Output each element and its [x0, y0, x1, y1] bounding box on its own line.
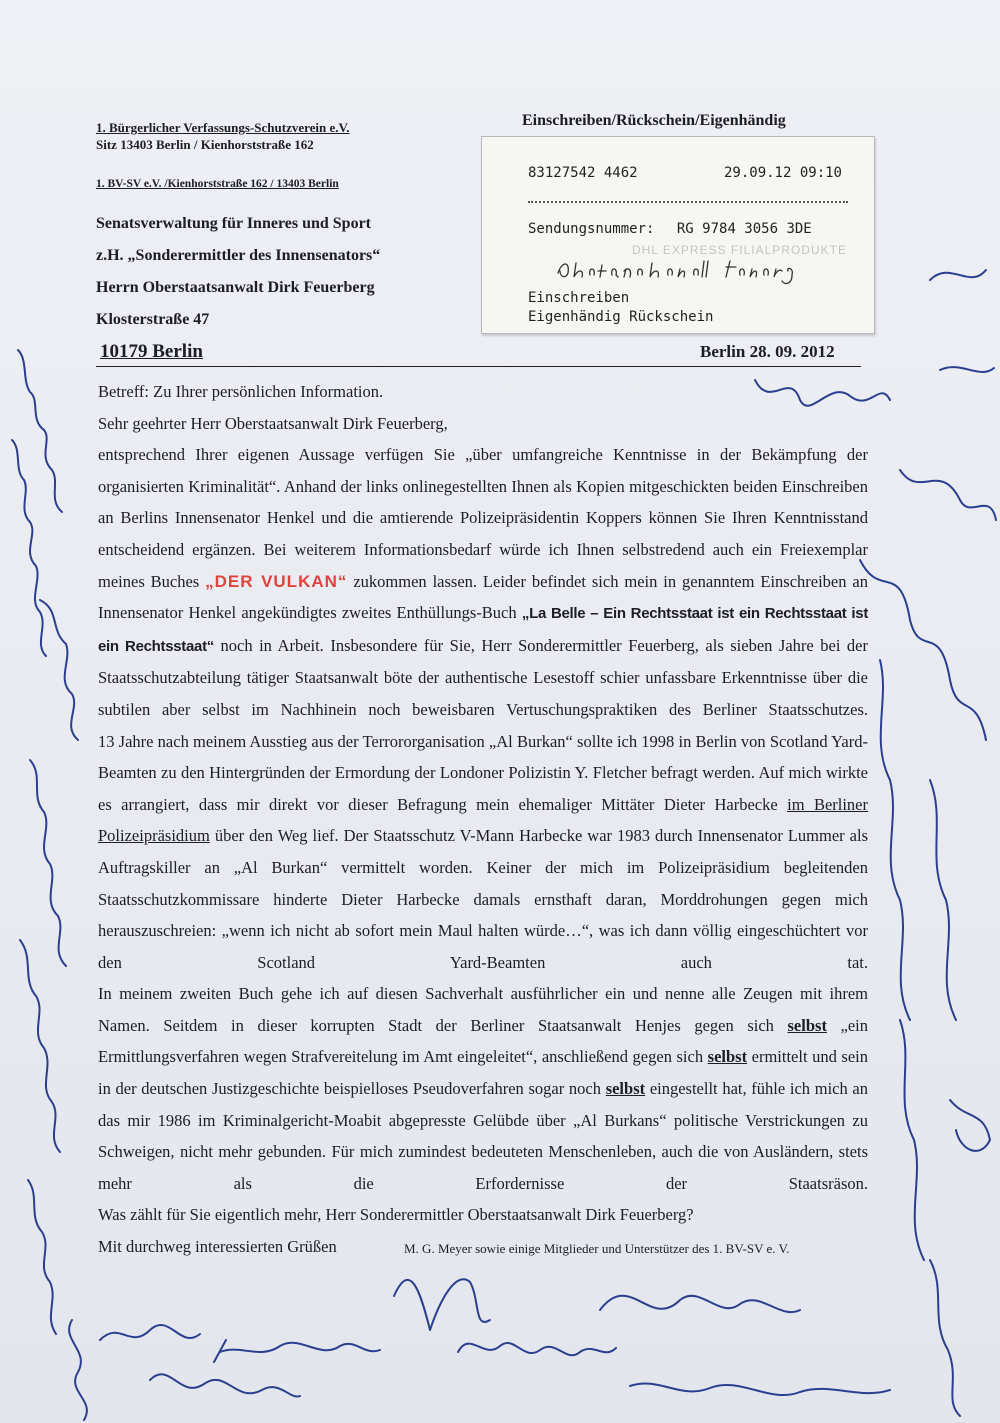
tracking-code: 83127542 4462 — [528, 165, 638, 181]
paragraph-1-text-c: noch in Arbeit. Insbesondere für Sie, Herr Sonderermittler Feuerberg, als sieben Jahre bei der Staatsschutzabteilung tätiger Staatsanwalt böte der authentische Lesestoff schier unfassbare Erkenntnisse über die subtilen aber selbst im Nachhinein noch beweisbaren Vertuschungspraktiken des Berliner Staatsschutzes. — [98, 635, 869, 719]
signature-right-3 — [900, 470, 996, 520]
paragraph-3-text-b: „ein Ermittlungsverfahren wegen Strafvereitelung im Amt eingeleitet“, anschließend gegen sich — [98, 1015, 869, 1067]
signature-bottom-5 — [458, 1343, 616, 1355]
signature-left-2 — [12, 440, 46, 656]
signature-bottom-3 — [214, 1340, 380, 1362]
sender-address: Sitz 13403 Berlin / Kienhorststraße 162 — [96, 137, 314, 152]
signature-left-1 — [18, 350, 62, 512]
paragraph-2-text-a: 13 Jahre nach meinem Ausstieg aus der Terrororganisation „Al Burkan“ sollte ich 1998 in Berlin von Scotland Yard-Beamten zu den Hintergründen der Ermordung der Londoner Polizistin Y. Fletcher befragt werden. Auf mich wirkte es arrangiert, dass mir direkt vor dieser Befragung mein ehemaliger Mittäter Dieter Harbecke — [98, 731, 868, 814]
paragraph-2 — [98, 726, 868, 979]
closing-greeting: Mit durchweg interessierten Grüßen — [98, 1237, 337, 1257]
label-timestamp: 29.09.12 09:10 — [723, 165, 842, 181]
label-ghost-print: DHL EXPRESS FILIALPRODUKTE — [632, 243, 847, 257]
paragraph-1 — [98, 439, 868, 725]
signature-bottom-7 — [630, 1383, 890, 1395]
signature-left-6 — [28, 1180, 56, 1334]
recipient-block — [96, 208, 380, 336]
paragraph-1-text-b: zukommen lassen. Leider befindet sich mein in genanntem Einschreiben an Innensenator Henkel angekündigtes zweites Enthüllungs-Buch — [98, 571, 868, 623]
sendungsnummer-value: RG 9784 3056 3DE — [676, 221, 812, 237]
label-service-line-2: Eigenhändig Rückschein — [528, 309, 714, 325]
recipient-line-4: Klosterstraße 47 — [96, 311, 210, 328]
sender-block — [96, 120, 350, 153]
underlined-polizeipraesidium: im Berliner Polizeipräsidium — [98, 794, 869, 846]
paragraph-2-text-b: über den Weg lief. Der Staatsschutz V-Mann Harbecke war 1983 durch Innensenator Lummer als Auftragskiller an „Al Burkan“ vermittelt worden. Keiner der mich im Polizeipräsidium begleitenden Staatsschutzkommissare hinderte Dieter Harbecke damals ernsthaft daran, Morddrohungen gegen mich herauszuschreien: „wenn ich nicht ab sofort mein Maul halten würde…“, was ich dann völlig eingeschüchtert vor den Scotland Yard-Beamten auch tat. — [98, 826, 868, 972]
recipient-line-1: Senatsverwaltung für Inneres und Sport — [96, 215, 372, 232]
recipient-city: 10179 Berlin — [100, 341, 203, 362]
signature-left-3 — [40, 600, 78, 740]
signature-left-7 — [69, 1320, 87, 1420]
letter-body — [98, 376, 868, 1263]
label-service-line-1: Einschreiben — [528, 290, 630, 306]
signature-right-9 — [930, 1260, 960, 1416]
signature-right-5 — [880, 660, 910, 1020]
closing-question: Was zählt für Sie eigentlich mehr, Herr Sonderermittler Oberstaatsanwalt Dirk Feuerberg? — [98, 1205, 694, 1225]
letter-date: Berlin 28. 09. 2012 — [700, 342, 835, 361]
header-divider — [96, 366, 861, 367]
signature-bottom-2 — [150, 1374, 300, 1396]
label-row-service — [528, 289, 713, 327]
paragraph-3-text-d: eingestellt hat, fühle ich mich an das mir 1986 im Kriminalgericht-Moabit abgepresste Gelübde über „Al Burkans“ politische Verstrickungen zu Schweigen, nicht mehr gebunden. Für mich zumindest bedeuteten Menschenleben, auch die von Ausländern, stets mehr als die Erfordernisse der Staatsräson. — [98, 1079, 869, 1193]
signature-right-7 — [900, 1020, 924, 1260]
recipient-line-2: z.H. „Sonderermittler des Innensenators“ — [96, 247, 381, 264]
registered-mail-label — [481, 136, 875, 334]
label-handwritten-name — [554, 251, 824, 285]
label-row-sendungsnummer — [528, 221, 812, 237]
sender-org: 1. Bürgerlicher Verfassungs-Schutzverein e.V. — [96, 120, 350, 135]
label-dotted-rule — [528, 201, 848, 203]
paragraph-3-text-a: In meinem zweiten Buch gehe ich auf diesen Sachverhalt ausführlicher ein und nenne alle Zeugen mit ihrem Namen. Seitdem in dieser korrupten Stadt der Berliner Staatsanwalt Henjes gegen sich — [98, 984, 868, 1035]
book-title-la-belle: „La Belle – Ein Rechtsstaat ist ein Rechtsstaat ist ein Rechtsstaat“ — [98, 605, 869, 655]
signature-line: M. G. Meyer sowie einige Mitglieder und Unterstützer des 1. BV-SV e. V. — [404, 1241, 790, 1257]
book-title-vulkan: „DER VULKAN“ — [205, 571, 348, 591]
subject-line: Betreff: Zu Ihrer persönlichen Information. — [98, 382, 384, 401]
closing-line — [98, 1231, 868, 1263]
emphasis-selbst-2: selbst — [707, 1047, 748, 1067]
salutation: Sehr geehrter Herr Oberstaatsanwalt Dirk Feuerberg, — [98, 413, 448, 433]
paragraph-3-text-c: ermittelt und sein in der deutschen Justizgeschichte beispielloses Pseudoverfahren sogar noch — [98, 1047, 868, 1099]
signature-bottom-6 — [600, 1296, 800, 1312]
paragraph-3 — [98, 978, 868, 1199]
paragraph-1-text-a: entsprechend Ihrer eigenen Aussage verfügen Sie „über umfangreiche Kenntnisse in der Bekämpfung der organisierten Kriminalität“. Anhand der links onlinegestellten Ihnen als Kopien mitgeschickten beiden Einschreiben an Berlins Innensenator Henkel und die amtierende Polizeipräsidentin Koppers können Sie Ihren Kenntnisstand entscheidend ergänzen. Bei weiterem Informationsbedarf würde ich Ihnen selbstredend auch ein Freiexemplar meines Buches — [98, 445, 868, 591]
sendungsnummer-label: Sendungsnummer: — [528, 221, 655, 237]
signature-bottom-1 — [100, 1325, 200, 1340]
signature-left-5 — [20, 940, 60, 1152]
emphasis-selbst-3: selbst — [605, 1079, 646, 1099]
emphasis-selbst-1: selbst — [787, 1015, 827, 1035]
recipient-line-3: Herrn Oberstaatsanwalt Dirk Feuerberg — [96, 279, 375, 296]
signature-right-6 — [930, 780, 956, 1020]
return-address-line: 1. BV-SV e.V. /Kienhorststraße 162 / 13403 Berlin — [96, 178, 339, 190]
signature-left-4 — [30, 760, 66, 966]
signature-right-4 — [860, 560, 986, 740]
signature-right-2 — [930, 270, 994, 372]
registered-mail-heading: Einschreiben/Rückschein/Eigenhändig — [522, 112, 786, 129]
signature-right-8 — [950, 1100, 990, 1151]
signature-bottom-4 — [394, 1279, 490, 1330]
